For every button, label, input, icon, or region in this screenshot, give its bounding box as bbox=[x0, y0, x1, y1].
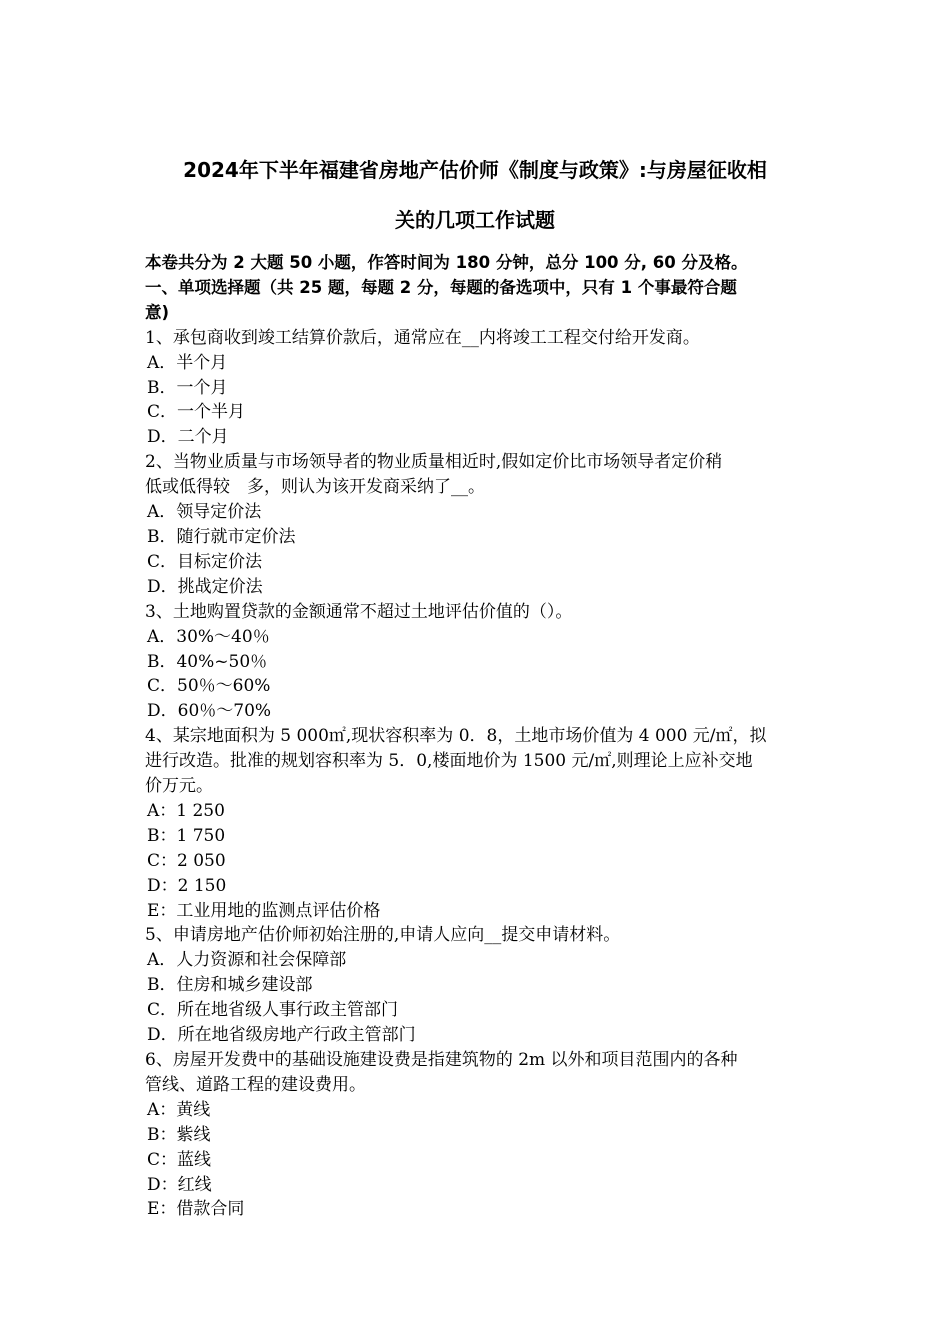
option-c: C：蓝线 bbox=[147, 1149, 212, 1170]
option-c: C．所在地省级人事行政主管部门 bbox=[147, 1000, 399, 1021]
question-2 bbox=[145, 450, 813, 599]
option-a: A．30%～40％ bbox=[147, 626, 270, 647]
question-text: 5、申请房地产估价师初始注册的,申请人应向__提交申请材料。 bbox=[145, 925, 621, 946]
option-a: A．半个月 bbox=[147, 352, 228, 373]
question-4 bbox=[145, 724, 813, 923]
question-5 bbox=[145, 923, 813, 1048]
question-1 bbox=[145, 326, 813, 451]
document-title-line-2: 关的几项工作试题 bbox=[395, 208, 555, 232]
question-text: 3、土地购置贷款的金额通常不超过土地评估价值的（）。 bbox=[145, 601, 573, 622]
section-heading-line-1: 一、单项选择题（共 25 题，每题 2 分，每题的备选项中，只有 1 个事最符合题 bbox=[145, 277, 737, 297]
option-c: C：2 050 bbox=[147, 850, 226, 871]
option-e: E：工业用地的监测点评估价格 bbox=[147, 900, 381, 921]
question-text: 低或低得较 多，则认为该开发商采纳了__。 bbox=[145, 477, 485, 498]
question-text: 6、房屋开发费中的基础设施建设费是指建筑物的 2m 以外和项目范围内的各种 bbox=[145, 1050, 738, 1070]
option-d: D．60％～70% bbox=[147, 701, 272, 722]
option-c: C．目标定价法 bbox=[147, 551, 263, 572]
option-e: E：借款合同 bbox=[147, 1199, 245, 1220]
option-d: D．所在地省级房地产行政主管部门 bbox=[147, 1025, 416, 1046]
option-b: B．住房和城乡建设部 bbox=[147, 975, 313, 996]
option-d: D：红线 bbox=[147, 1174, 212, 1195]
question-3 bbox=[145, 600, 813, 725]
section-heading-line-2: 意) bbox=[145, 302, 170, 322]
option-b: B．一个月 bbox=[147, 377, 228, 398]
exam-intro: 本卷共分为 2 大题 50 小题，作答时间为 180 分钟，总分 100 分, 60 分及格。 bbox=[145, 253, 748, 272]
option-b: B．随行就市定价法 bbox=[147, 526, 296, 547]
option-c: C．50％～60% bbox=[147, 676, 271, 697]
option-d: D．挑战定价法 bbox=[147, 576, 263, 597]
document-title-line-1: 2024年下半年福建省房地产估价师《制度与政策》:与房屋征收相 bbox=[183, 158, 767, 182]
question-text: 进行改造。批准的规划容积率为 5．0,楼面地价为 1500 元/㎡,则理论上应补交地 bbox=[145, 751, 753, 772]
option-c: C．一个半月 bbox=[147, 402, 246, 423]
option-d: D．二个月 bbox=[147, 427, 229, 448]
document-body bbox=[145, 251, 813, 1222]
question-text: 4、某宗地面积为 5 000㎡,现状容积率为 0．8，土地市场价值为 4 000 元/㎡，拟 bbox=[145, 726, 767, 747]
option-a: A：1 250 bbox=[147, 800, 225, 821]
option-b: B．40%~50％ bbox=[147, 651, 268, 672]
question-text: 管线、道路工程的建设费用。 bbox=[145, 1074, 366, 1095]
option-b: B：紫线 bbox=[147, 1124, 211, 1145]
question-text: 1、承包商收到竣工结算价款后，通常应在__内将竣工工程交付给开发商。 bbox=[145, 327, 700, 348]
option-a: A：黄线 bbox=[147, 1099, 211, 1120]
option-d: D：2 150 bbox=[147, 875, 227, 896]
question-text: 2、当物业质量与市场领导者的物业质量相近时,假如定价比市场领导者定价稍 bbox=[145, 452, 723, 473]
question-text: 价万元。 bbox=[145, 776, 213, 797]
option-a: A．人力资源和社会保障部 bbox=[147, 950, 347, 971]
option-b: B：1 750 bbox=[147, 825, 226, 846]
option-a: A．领导定价法 bbox=[147, 502, 262, 523]
question-6 bbox=[145, 1048, 813, 1222]
